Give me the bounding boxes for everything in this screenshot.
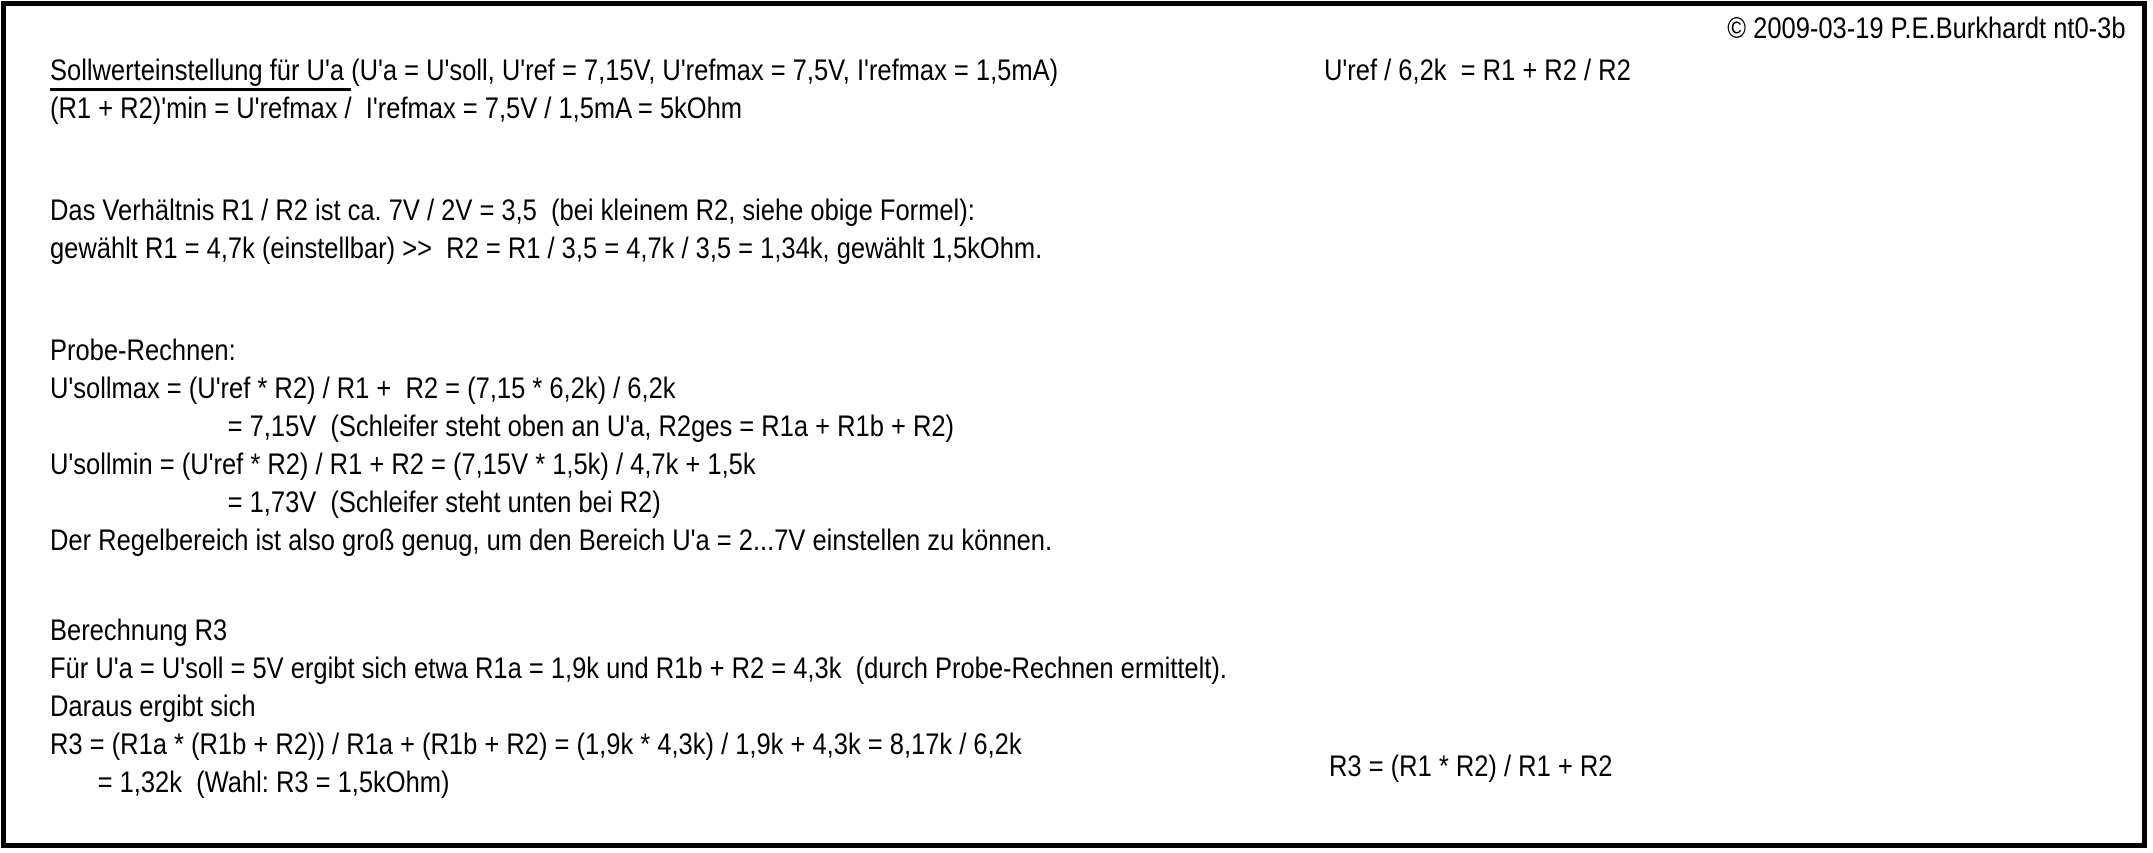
side-formula-parallel: R3 = (R1 * R2) / R1 + R2 (1329, 750, 1613, 783)
doc-heading-line (50, 52, 1227, 90)
doc-line-verhaeltnis: Das Verhältnis R1 / R2 ist ca. 7V / 2V = 3,5 (bei kleinem R2, siehe obige Formel): (50, 194, 975, 227)
doc-line-fuer-ua: Für U'a = U'soll = 5V ergibt sich etwa R1a = 1,9k und R1b + R2 = 4,3k (durch Probe-Rechnen ermittelt). (50, 652, 1227, 685)
doc-line-usollmax: U'sollmax = (U'ref * R2) / R1 + R2 = (7,15 * 6,2k) / 6,2k (50, 372, 676, 405)
doc-line-berechnung-r3: Berechnung R3 (50, 614, 228, 647)
doc-line-r1r2min: (R1 + R2)'min = U'refmax / I'refmax = 7,5V / 1,5mA = 5kOhm (50, 92, 743, 125)
page-frame (1, 1, 2147, 848)
copyright-note: © 2009-03-19 P.E.Burkhardt nt0-3b (1727, 12, 2126, 45)
doc-heading-rest: (U'a = U'soll, U'ref = 7,15V, U'refmax = 7,5V, I'refmax = 1,5mA) (351, 54, 1059, 87)
doc-line-daraus: Daraus ergibt sich (50, 690, 256, 723)
doc-line-usollmax-result: = 7,15V (Schleifer steht oben an U'a, R2ges = R1a + R1b + R2) (227, 410, 955, 443)
doc-heading-underlined: Sollwerteinstellung für U'a (50, 54, 351, 91)
doc-line-probe-rechnen: Probe-Rechnen: (50, 334, 236, 367)
doc-line-usollmin-result: = 1,73V (Schleifer steht unten bei R2) (227, 486, 661, 519)
doc-line-regelbereich: Der Regelbereich ist also groß genug, um den Bereich U'a = 2...7V einstellen zu können. (50, 524, 1053, 557)
document-body (50, 52, 1435, 802)
doc-line-usollmin: U'sollmin = (U'ref * R2) / R1 + R2 = (7,15V * 1,5k) / 4,7k + 1,5k (50, 448, 756, 481)
side-formula-ratio: U'ref / 6,2k = R1 + R2 / R2 (1324, 54, 1631, 87)
doc-line-r3-result: = 1,32k (Wahl: R3 = 1,5kOhm) (97, 766, 450, 799)
doc-line-r3-formula: R3 = (R1a * (R1b + R2)) / R1a + (R1b + R2) = (1,9k * 4,3k) / 1,9k + 4,3k = 8,17k / 6,2k (50, 728, 1022, 761)
doc-line-gewaehlt-r1: gewählt R1 = 4,7k (einstellbar) >> R2 = R1 / 3,5 = 4,7k / 3,5 = 1,34k, gewählt 1,5kOhm. (50, 232, 1043, 265)
